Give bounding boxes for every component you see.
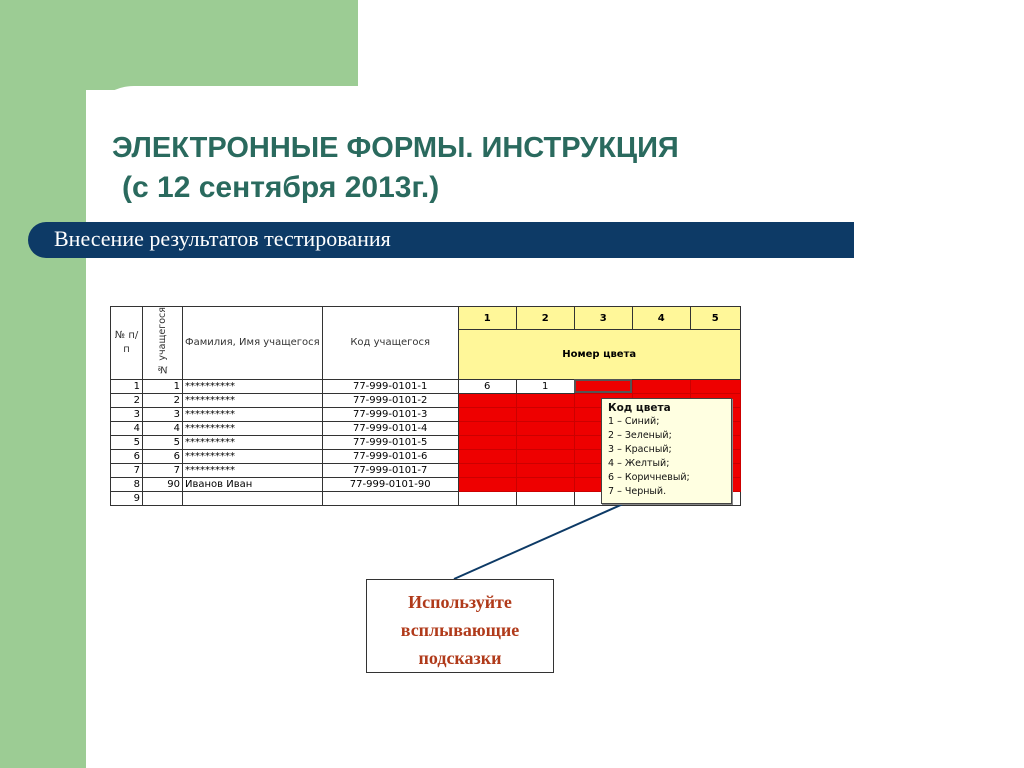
row-number-cell: 9 [111, 491, 143, 505]
student-code-cell[interactable]: 77-999-0101-7 [322, 463, 458, 477]
row-number-cell: 1 [111, 379, 143, 393]
header-question-3: 3 [574, 307, 632, 330]
tooltip-line: 2 – Зеленый; [608, 430, 672, 441]
row-number-cell: 3 [111, 407, 143, 421]
title-line-1: ЭЛЕКТРОННЫЕ ФОРМЫ. ИНСТРУКЦИЯ [112, 132, 679, 164]
header-code: Код учащегося [322, 307, 458, 380]
student-number-cell[interactable]: 1 [143, 379, 183, 393]
tooltip-line: 7 – Черный. [608, 486, 667, 497]
student-code-cell[interactable]: 77-999-0101-6 [322, 449, 458, 463]
header-question-4: 4 [632, 307, 690, 330]
callout-line-3: подсказки [418, 648, 502, 668]
title-line-2: (с 12 сентября 2013г.) [122, 171, 440, 204]
student-name-cell[interactable]: ********** [183, 435, 323, 449]
color-code-tooltip [601, 398, 732, 504]
student-code-cell[interactable]: 77-999-0101-90 [322, 477, 458, 491]
tooltip-line: 6 – Коричневый; [608, 472, 690, 483]
student-number-cell[interactable]: 4 [143, 421, 183, 435]
tooltip-title: Код цвета [608, 402, 671, 414]
header-student-num-text: № учащегося [157, 307, 168, 375]
student-code-cell[interactable]: 77-999-0101-3 [322, 407, 458, 421]
header-name: Фамилия, Имя учащегося [183, 307, 323, 380]
student-name-cell[interactable]: ********** [183, 449, 323, 463]
connector-line [454, 500, 632, 579]
student-number-cell[interactable]: 3 [143, 407, 183, 421]
header-question-2: 2 [516, 307, 574, 330]
student-name-cell[interactable]: ********** [183, 379, 323, 393]
student-number-cell[interactable]: 2 [143, 393, 183, 407]
student-name-cell[interactable]: ********** [183, 393, 323, 407]
hint-callout [366, 579, 554, 673]
row-number-cell: 6 [111, 449, 143, 463]
student-name-cell[interactable]: Иванов Иван [183, 477, 323, 491]
student-code-cell[interactable]: 77-999-0101-2 [322, 393, 458, 407]
student-code-cell[interactable]: 77-999-0101-4 [322, 421, 458, 435]
student-name-cell[interactable]: ********** [183, 463, 323, 477]
header-question-1: 1 [458, 307, 516, 330]
tooltip-line: 3 – Красный; [608, 444, 672, 455]
banner-text: Внесение результатов тестирования [54, 226, 391, 251]
student-name-cell[interactable]: ********** [183, 407, 323, 421]
row-number-cell: 2 [111, 393, 143, 407]
answer-cell[interactable]: 1 [516, 379, 574, 393]
student-code-cell[interactable]: 77-999-0101-5 [322, 435, 458, 449]
student-number-cell[interactable]: 90 [143, 477, 183, 491]
callout-line-2: всплывающие [400, 620, 520, 640]
student-name-cell[interactable]: ********** [183, 421, 323, 435]
student-number-cell[interactable]: 7 [143, 463, 183, 477]
row-number-cell: 4 [111, 421, 143, 435]
header-num: № п/п [111, 307, 143, 380]
callout-line-1: Используйте [408, 592, 512, 612]
student-number-cell[interactable]: 5 [143, 435, 183, 449]
student-code-cell[interactable]: 77-999-0101-1 [322, 379, 458, 393]
row-number-cell: 7 [111, 463, 143, 477]
answer-cell[interactable]: 6 [458, 379, 516, 393]
student-number-cell[interactable]: 6 [143, 449, 183, 463]
header-color-group: Номер цвета [458, 330, 740, 379]
tooltip-line: 1 – Синий; [608, 416, 660, 427]
header-question-5: 5 [690, 307, 740, 330]
row-number-cell: 5 [111, 435, 143, 449]
tooltip-line: 4 – Желтый; [608, 458, 670, 469]
row-number-cell: 8 [111, 477, 143, 491]
